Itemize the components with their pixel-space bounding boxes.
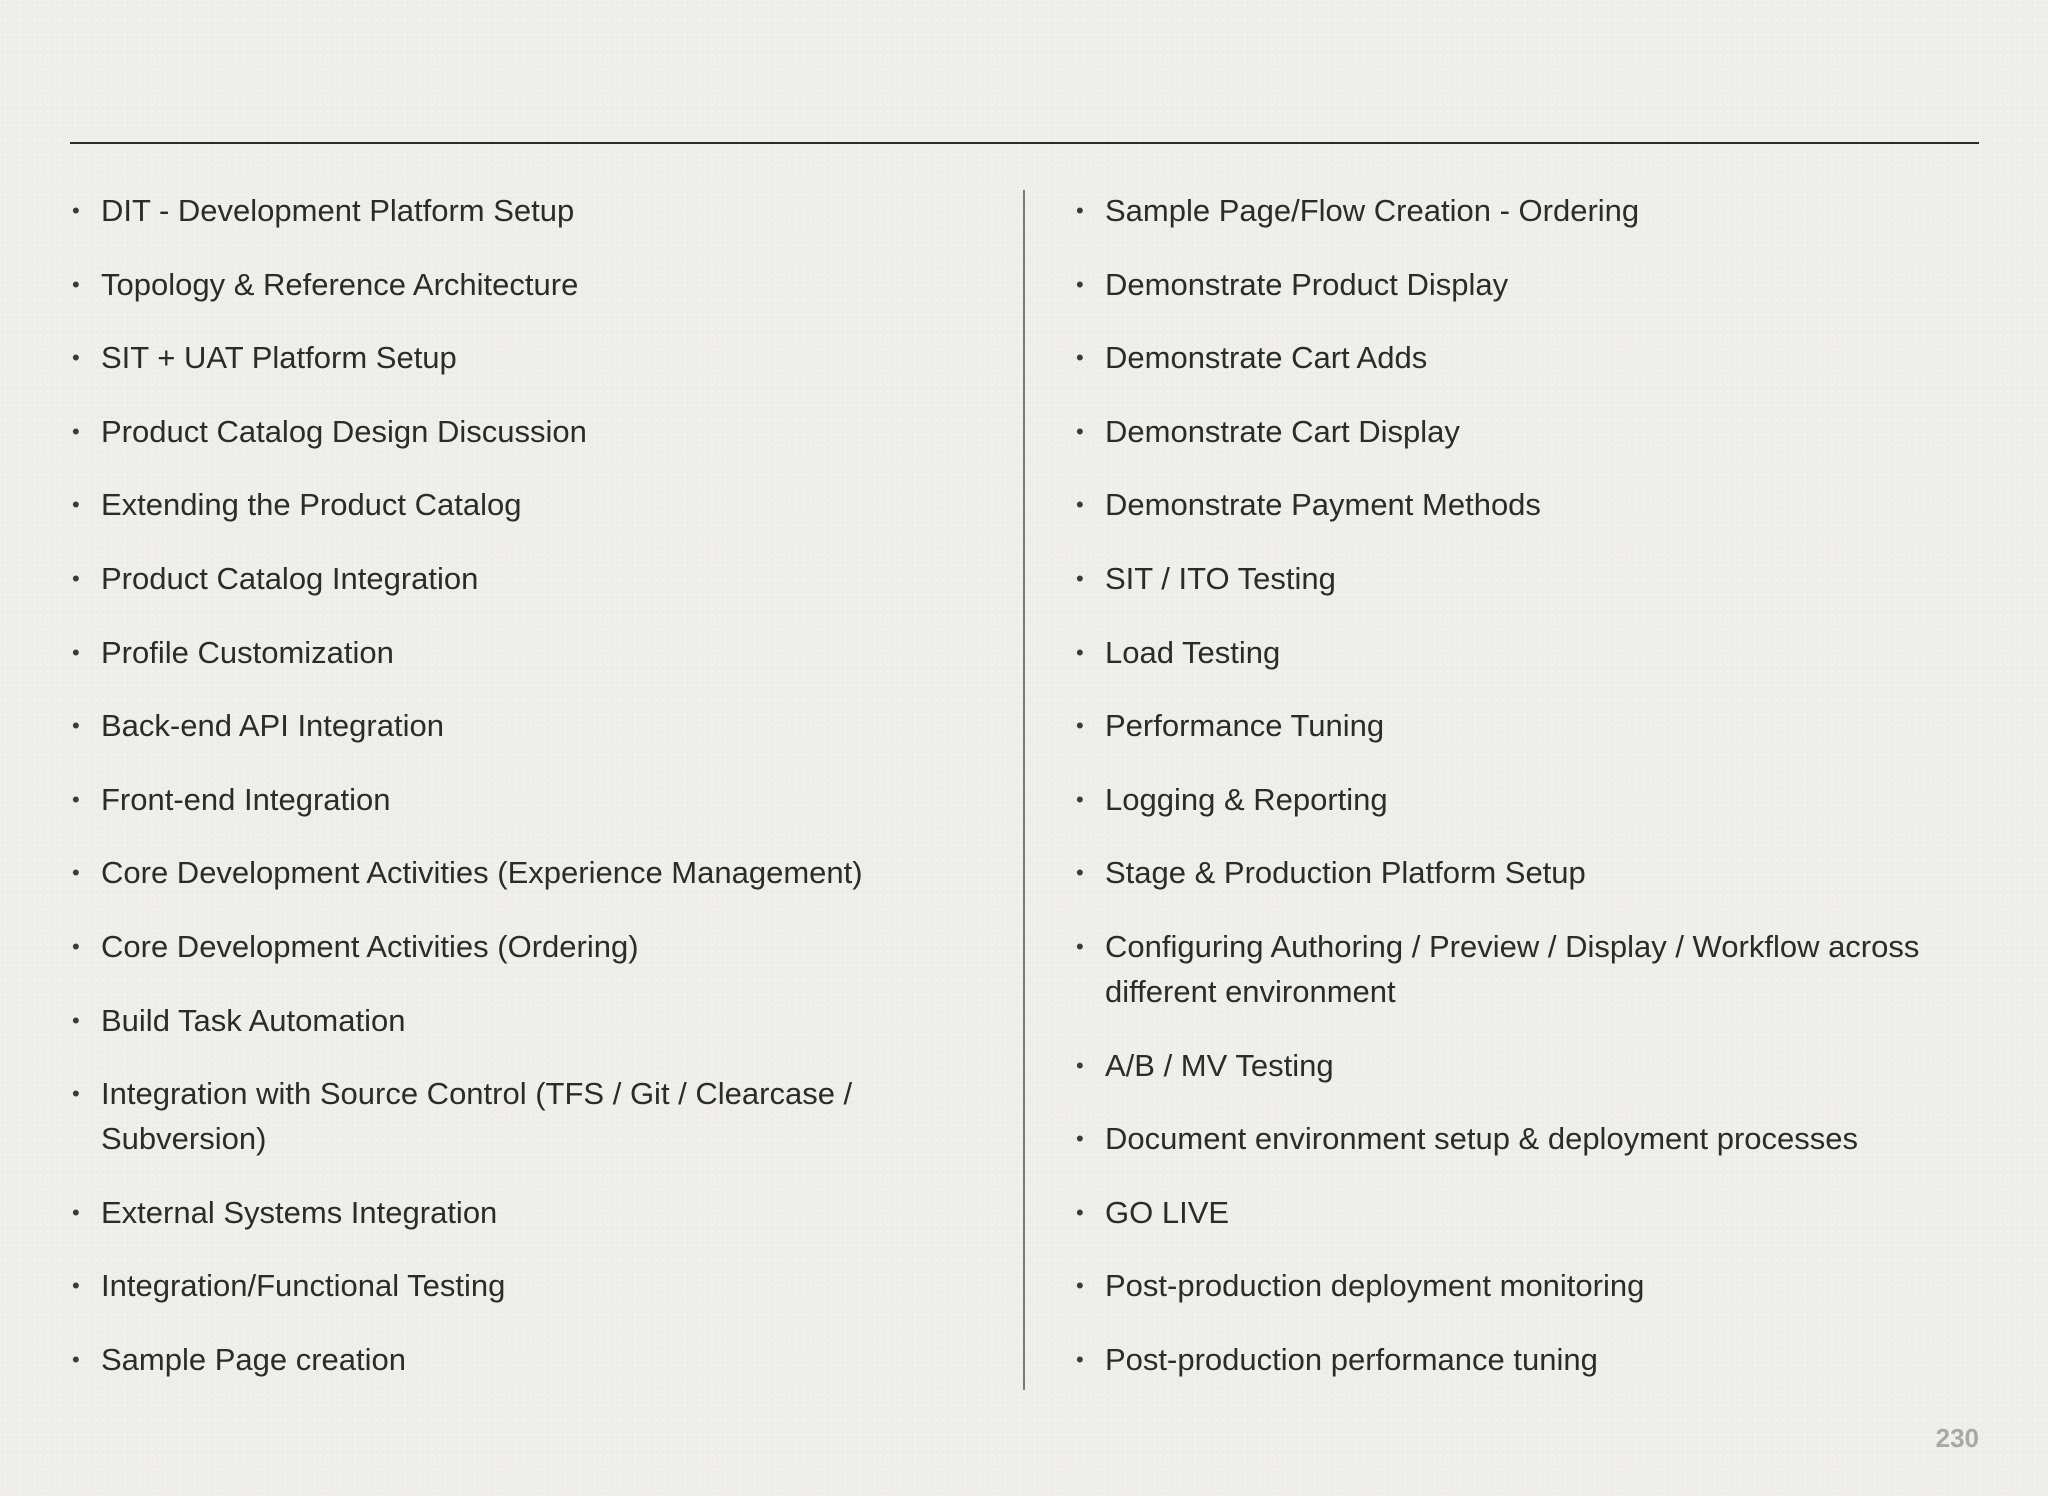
bullet-icon: • (1076, 345, 1084, 371)
list-item-text: Profile Customization (101, 634, 394, 670)
bullet-icon: • (1076, 492, 1084, 518)
list-item (1074, 556, 1979, 601)
bullet-icon: • (1076, 639, 1084, 665)
bullet-icon: • (72, 1273, 80, 1299)
left-task-list (70, 188, 950, 1411)
list-item (1074, 1043, 1979, 1088)
list-item-text: SIT + UAT Platform Setup (101, 340, 457, 376)
bullet-icon: • (1076, 860, 1084, 886)
list-item-text: Load Testing (1105, 634, 1281, 670)
header-rule (70, 142, 1979, 144)
list-item-text: Logging & Reporting (1105, 781, 1388, 817)
bullet-icon: • (72, 860, 80, 886)
list-item (70, 1337, 950, 1382)
list-item-text: Product Catalog Integration (101, 560, 479, 596)
list-item (1074, 850, 1979, 895)
bullet-icon: • (1076, 271, 1084, 297)
list-item (1074, 482, 1979, 527)
right-task-list (1074, 188, 1979, 1411)
list-item-text: Topology & Reference Architecture (101, 266, 579, 302)
list-item-text: GO LIVE (1105, 1194, 1230, 1230)
list-item (70, 777, 950, 822)
list-item-text: Stage & Production Platform Setup (1105, 855, 1586, 891)
bullet-icon: • (1076, 418, 1084, 444)
list-item-text: Sample Page creation (101, 1341, 407, 1377)
bullet-icon: • (1076, 713, 1084, 739)
list-item-text: External Systems Integration (101, 1194, 498, 1230)
list-item (70, 1071, 950, 1161)
list-item-text: Post-production performance tuning (1105, 1341, 1598, 1377)
list-item (70, 998, 950, 1043)
list-item-text: Sample Page/Flow Creation - Ordering (1105, 193, 1640, 228)
bullet-icon: • (72, 492, 80, 518)
list-item (1074, 188, 1979, 233)
list-item (1074, 1190, 1979, 1235)
list-item (1074, 630, 1979, 675)
list-item-text: Configuring Authoring / Preview / Display / Workflow across different environment (1105, 928, 1920, 1009)
list-item-text: Post-production deployment monitoring (1105, 1268, 1645, 1304)
list-item (1074, 1116, 1979, 1161)
list-item-text: Back-end API Integration (101, 708, 444, 744)
list-item (70, 1263, 950, 1308)
bullet-icon: • (72, 713, 80, 739)
list-item (70, 630, 950, 675)
list-item (1074, 777, 1979, 822)
list-item-text: Product Catalog Design Discussion (101, 413, 587, 449)
bullet-icon: • (1076, 1199, 1084, 1225)
bullet-icon: • (72, 639, 80, 665)
bullet-icon: • (72, 1346, 80, 1372)
list-item (1074, 703, 1979, 748)
list-item (1074, 1263, 1979, 1308)
list-item (1074, 409, 1979, 454)
list-item-text: Extending the Product Catalog (101, 487, 522, 523)
list-item-text: Front-end Integration (101, 781, 391, 817)
list-item-text: Integration with Source Control (TFS / Git / Clearcase / Subversion) (101, 1076, 853, 1157)
list-item-text: DIT - Development Platform Setup (101, 193, 575, 228)
bullet-icon: • (72, 565, 80, 591)
bullet-icon: • (1076, 1346, 1084, 1372)
list-item (70, 409, 950, 454)
bullet-icon: • (1076, 565, 1084, 591)
bullet-icon: • (72, 1007, 80, 1033)
list-item-text: Demonstrate Payment Methods (1105, 487, 1541, 523)
list-item (1074, 335, 1979, 380)
bullet-icon: • (72, 198, 80, 223)
list-item-text: A/B / MV Testing (1105, 1047, 1334, 1083)
list-item-text: SIT / ITO Testing (1105, 560, 1336, 596)
list-item (1074, 924, 1979, 1014)
list-item (70, 262, 950, 307)
list-item-text: Document environment setup & deployment processes (1105, 1121, 1859, 1157)
bullet-icon: • (72, 418, 80, 444)
list-item-text: Core Development Activities (Ordering) (101, 928, 639, 964)
list-item-text: Integration/Functional Testing (101, 1268, 506, 1304)
list-item-text: Demonstrate Product Display (1105, 266, 1509, 302)
list-item (1074, 1337, 1979, 1382)
list-item (70, 850, 950, 895)
bullet-icon: • (1076, 198, 1084, 223)
list-item (70, 482, 950, 527)
bullet-icon: • (72, 1081, 80, 1107)
bullet-icon: • (72, 1199, 80, 1225)
bullet-icon: • (72, 271, 80, 297)
list-item (70, 703, 950, 748)
bullet-icon: • (1076, 933, 1084, 959)
list-item (70, 188, 950, 233)
page-number: 230 (1935, 1423, 1979, 1453)
bullet-icon: • (72, 786, 80, 812)
list-item (1074, 262, 1979, 307)
list-item-text: Demonstrate Cart Adds (1105, 340, 1428, 376)
list-item (70, 1190, 950, 1235)
bullet-icon: • (1076, 1052, 1084, 1078)
bullet-icon: • (1076, 1273, 1084, 1299)
bullet-icon: • (1076, 786, 1084, 812)
list-item-text: Build Task Automation (101, 1002, 406, 1038)
bullet-icon: • (1076, 1126, 1084, 1152)
bullet-icon: • (72, 933, 80, 959)
column-divider (1023, 190, 1025, 1390)
list-item-text: Demonstrate Cart Display (1105, 413, 1460, 449)
list-item-text: Performance Tuning (1105, 708, 1385, 744)
list-item (70, 335, 950, 380)
list-item (70, 556, 950, 601)
bullet-icon: • (72, 345, 80, 371)
list-item (70, 924, 950, 969)
list-item-text: Core Development Activities (Experience Management) (101, 855, 863, 891)
